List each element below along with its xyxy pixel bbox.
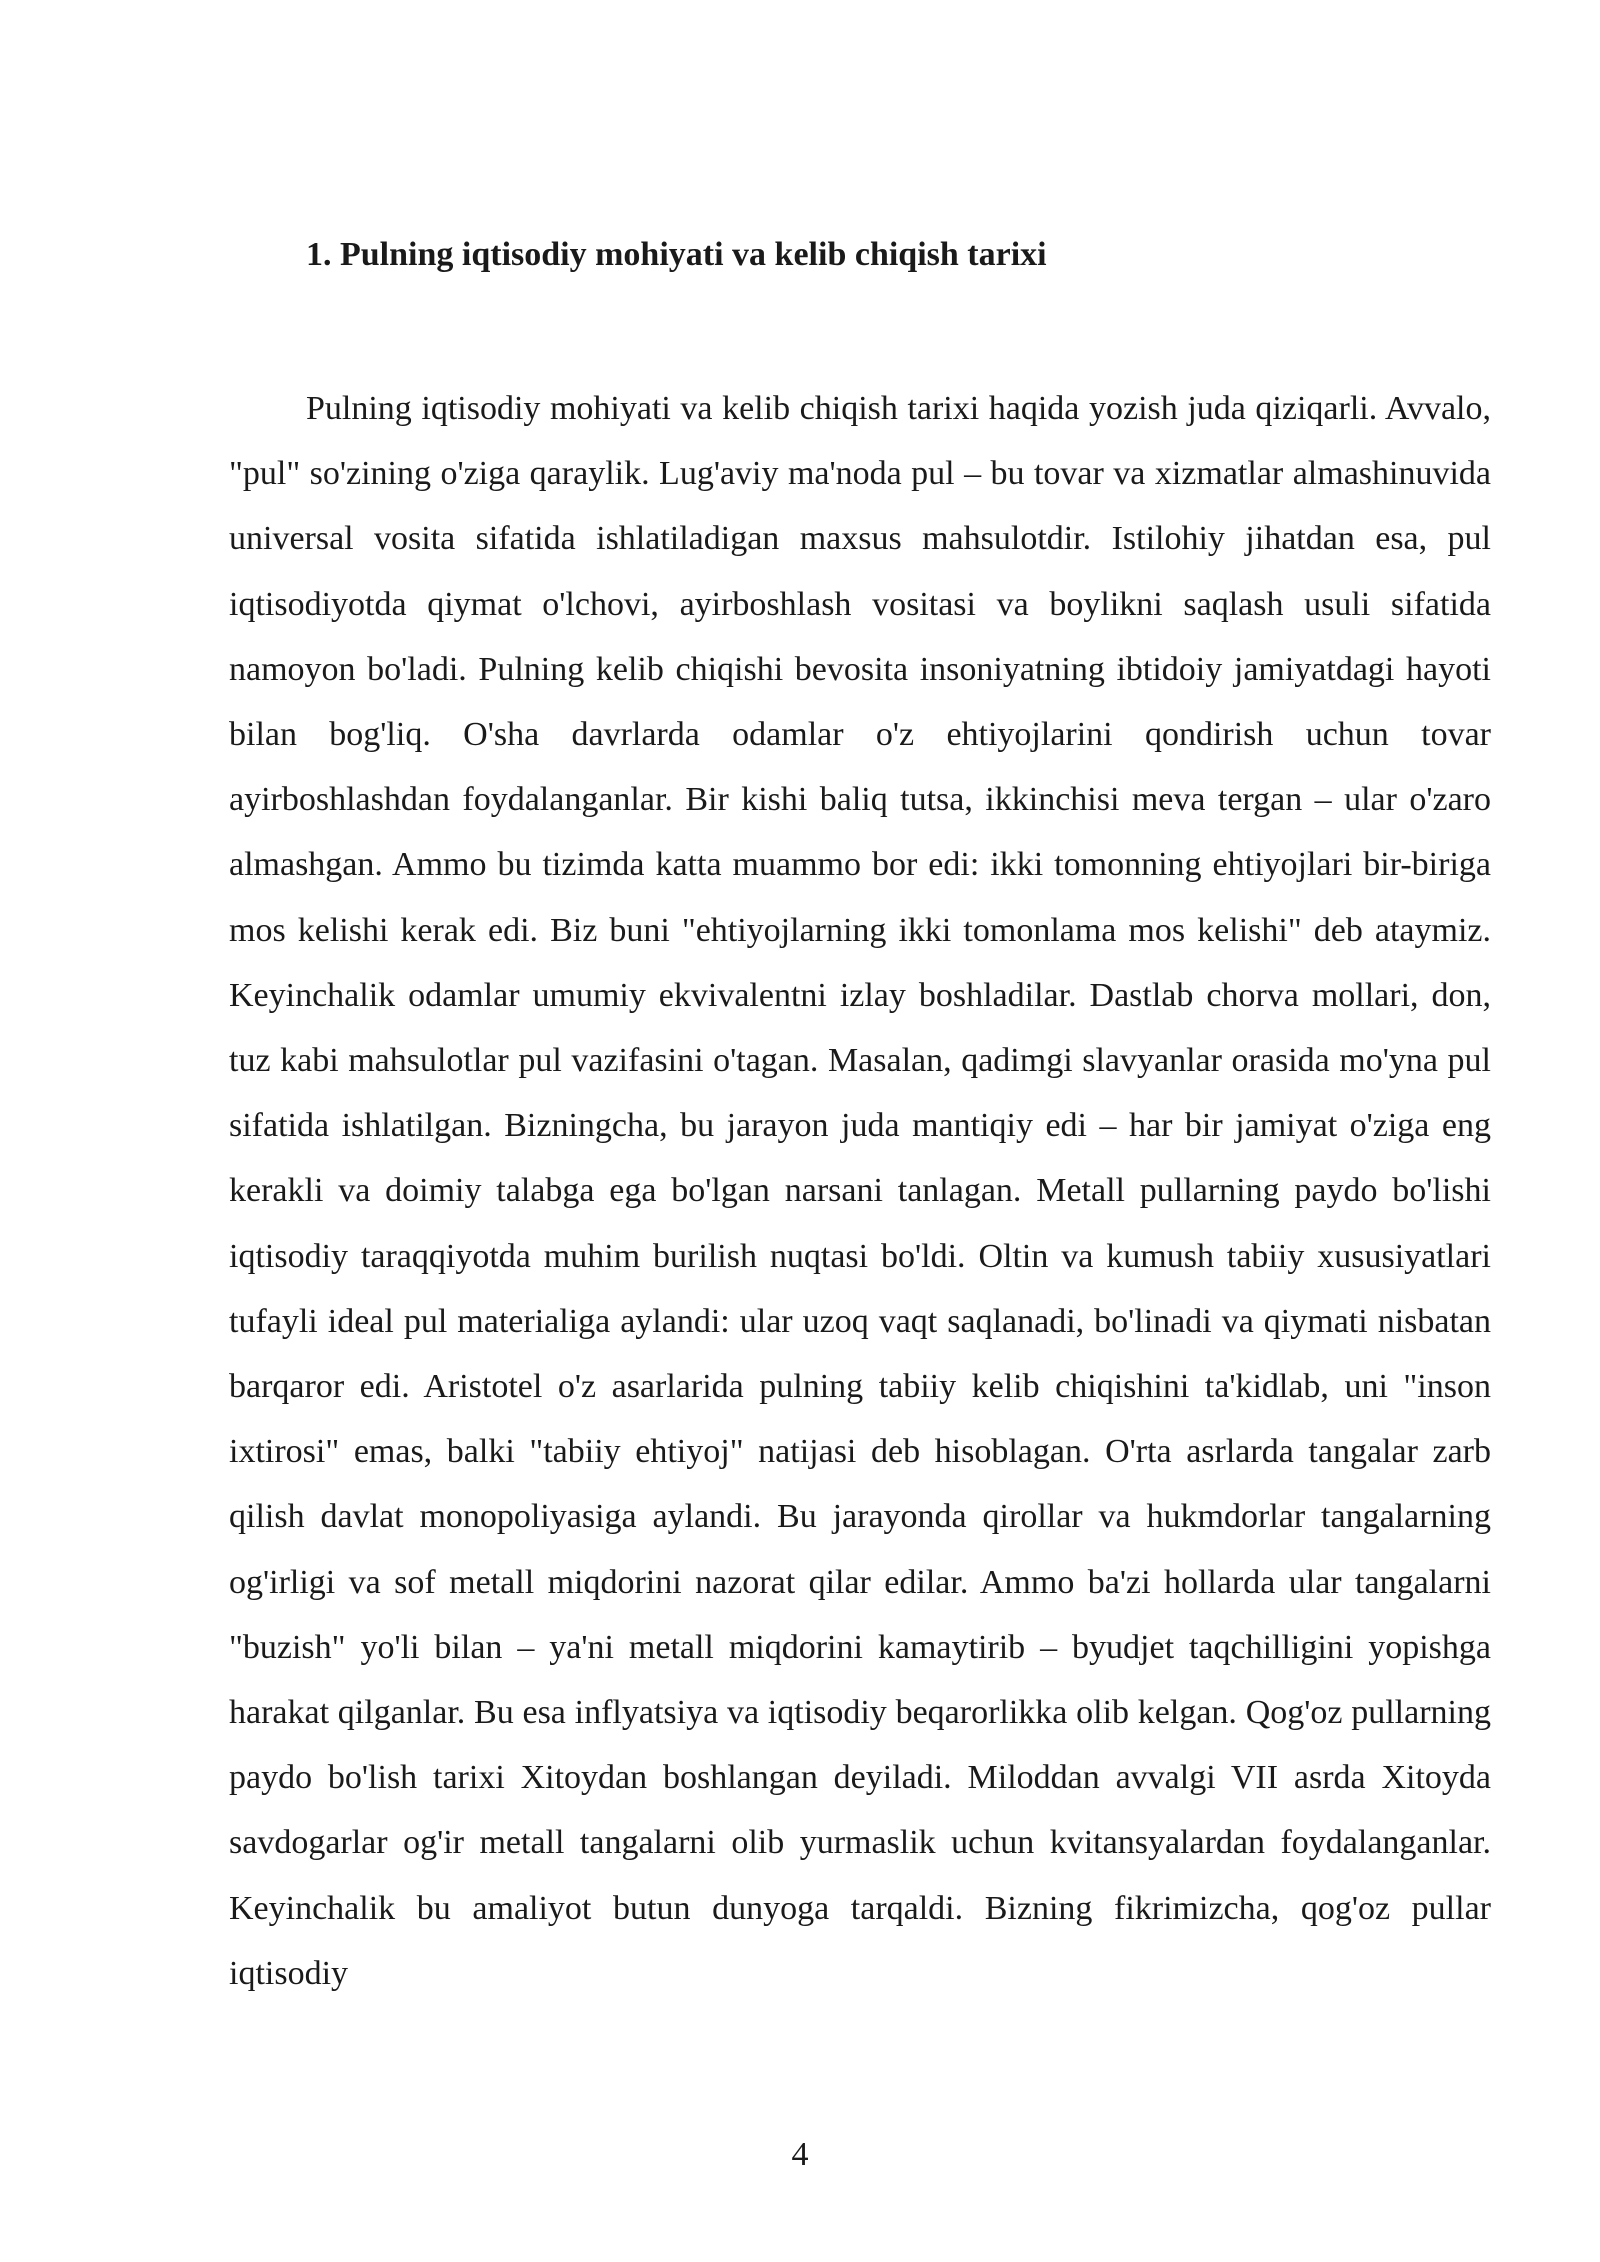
page-number: 4 xyxy=(791,2136,809,2173)
body-paragraph: Pulning iqtisodiy mohiyati va kelib chiqish tarixi haqida yozish juda qiziqarli. Avvalo, "pul" so'zining o'ziga qaraylik. Lug'aviy ma'noda pul – bu tovar va xizmatlar almashinuvida universal vosita sifatida ishlatiladigan maxsus mahsulotdir. Istilohiy jihatdan esa, pul iqtisodiyotda qiymat o'lchovi, ayirboshlash vositasi va boylikni saqlash usuli sifatida namoyon bo'ladi. Pulning kelib chiqishi bevosita insoniyatning ibtidoiy jamiyatdagi hayoti bilan bog'liq. O'sha davrlarda odamlar o'z ehtiyojlarini qondirish uchun tovar ayirboshlashdan foydalanganlar. Bir kishi baliq tutsa, ikkinchisi meva tergan – ular o'zaro almashgan. Ammo bu tizimda katta muammo bor edi: ikki tomonning ehtiyojlari bir-biriga mos kelishi kerak edi. Biz buni "ehtiyojlarning ikki tomonlama mos kelishi" deb ataymiz. Keyinchalik odamlar umumiy ekvivalentni izlay boshladilar. Dastlab chorva mollari, don, tuz kabi mahsulotlar pul vazifasini o'tagan. Masalan, qadimgi slavyanlar orasida mo'yna pul sifatida ishlatilgan. Bizningcha, bu jarayon juda mantiqiy edi – har bir jamiyat o'ziga eng kerakli va doimiy talabga ega bo'lgan narsani tanlagan. Metall pullarning paydo bo'lishi iqtisodiy taraqqiyotda muhim burilish nuqtasi bo'ldi. Oltin va kumush tabiiy xususiyatlari tufayli ideal pul materialiga aylandi: ular uzoq vaqt saqlanadi, bo'linadi va qiymati nisbatan barqaror edi. Aristotel o'z asarlarida pulning tabiiy kelib chiqishini ta'kidlab, uni "inson ixtirosi" emas, balki "tabiiy ehtiyoj" natijasi deb hisoblagan. O'rta asrlarda tangalar zarb qilish davlat monopoliyasiga aylandi. Bu jarayonda qirollar va hukmdorlar tangalarning og'irligi va sof metall miqdorini nazorat qilar edilar. Ammo ba'zi hollarda ular tangalarni "buzish" yo'li bilan – ya'ni metall miqdorini kamaytirib – byudjet taqchilligini yopishga harakat qilganlar. Bu esa inflyatsiya va iqtisodiy beqarorlikka olib kelgan. Qog'oz pullarning paydo bo'lish tarixi Xitoydan boshlangan deyiladi. Miloddan avvalgi VII asrda Xitoyda savdogarlar og'ir metall tangalarni olib yurmaslik uchun kvitansyalardan foydalanganlar. Keyinchalik bu amaliyot butun dunyoga tarqaldi. Bizning fikrimizcha, qog'oz pullar iqtisodiy xyxy=(229,390,1491,1992)
section-heading: 1. Pulning iqtisodiy mohiyati va kelib chiqish tarixi xyxy=(306,236,1047,273)
